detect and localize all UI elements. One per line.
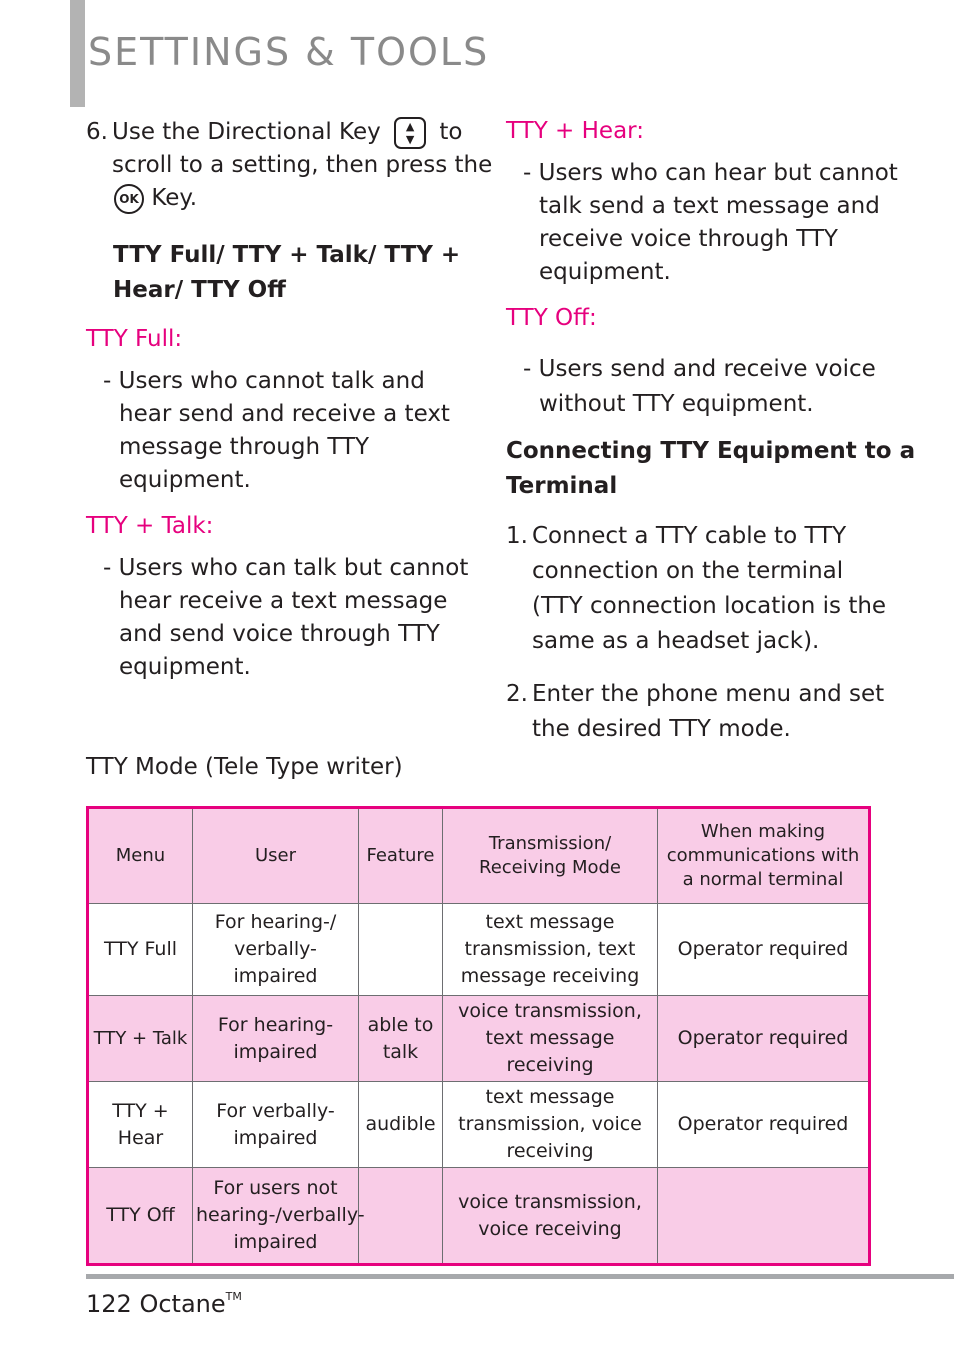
table-row [88, 1082, 870, 1168]
cell-mode: text message transmission, voice receiving [443, 1082, 658, 1168]
connecting-heading-line-2: Terminal [506, 473, 618, 499]
ok-key-icon: OK [114, 184, 144, 214]
footer [86, 1290, 242, 1318]
tty-full-heading: TTY Full: [86, 326, 183, 352]
tty-options [113, 238, 460, 308]
tty-hear-description [523, 157, 898, 289]
cell-terminal: Operator required [658, 996, 870, 1082]
cell-menu: TTY + Talk [88, 996, 193, 1082]
tty-off-line-1: - Users send and receive voice [523, 356, 876, 382]
header-normal-terminal: When making communications with a normal terminal [658, 808, 870, 904]
tty-talk-line-3: and send voice through TTY [119, 621, 440, 647]
cell-mode: text message transmission, text message receiving [443, 904, 658, 996]
cell-user: For verbally-impaired [193, 1082, 359, 1168]
tty-hear-line-4: equipment. [539, 259, 671, 285]
table-caption: TTY Mode (Tele Type writer) [86, 754, 403, 780]
header-menu: Menu [88, 808, 193, 904]
cell-terminal: Operator required [658, 904, 870, 996]
step-1-line-3: (TTY connection location is the [532, 593, 887, 619]
cell-mode: voice transmission, text message receiving [443, 996, 658, 1082]
tty-talk-line-2: hear receive a text message [119, 588, 448, 614]
step-2-line-2: the desired TTY mode. [532, 716, 791, 742]
step-2-number: 2. [506, 681, 528, 707]
cell-feature [359, 1168, 443, 1265]
tty-hear-line-2: talk send a text message and [539, 193, 880, 219]
tty-talk-line-4: equipment. [119, 654, 251, 680]
tty-talk-heading: TTY + Talk: [86, 513, 214, 539]
tty-mode-table [86, 806, 871, 1266]
header-user: User [193, 808, 359, 904]
page-title: SETTINGS & TOOLS [88, 30, 490, 74]
step-6-text-pre: Use the Directional Key [112, 119, 381, 145]
tty-options-line-1: TTY Full/ TTY + Talk/ TTY + [113, 242, 461, 268]
cell-terminal: Operator required [658, 1082, 870, 1168]
tty-full-line-3: message through TTY [119, 434, 370, 460]
step-1-line-1: Connect a TTY cable to TTY [532, 523, 847, 549]
cell-terminal [658, 1168, 870, 1265]
cell-feature: audible [359, 1082, 443, 1168]
step-6 [86, 116, 493, 215]
step-6-line-2: scroll to a setting, then press the [112, 152, 493, 178]
cell-menu: TTY + Hear [88, 1082, 193, 1168]
tty-full-line-4: equipment. [119, 467, 251, 493]
footer-rule [86, 1274, 954, 1279]
step-1 [506, 519, 886, 659]
header-bar [70, 0, 85, 107]
page-number: 122 [86, 1290, 132, 1318]
cell-menu: TTY Full [88, 904, 193, 996]
cell-menu: TTY Off [88, 1168, 193, 1265]
trademark: TM [225, 1290, 242, 1303]
table-row [88, 996, 870, 1082]
tty-full-description [103, 365, 450, 497]
tty-full-line-1: - Users who cannot talk and [103, 368, 425, 394]
tty-hear-line-3: receive voice through TTY [539, 226, 838, 252]
table-header-row [88, 808, 870, 904]
tty-options-line-2: Hear/ TTY Off [113, 277, 286, 303]
header-feature: Feature [359, 808, 443, 904]
tty-talk-description [103, 552, 468, 684]
cell-mode: voice transmission, voice receiving [443, 1168, 658, 1265]
tty-full-line-2: hear send and receive a text [119, 401, 450, 427]
step-1-number: 1. [506, 523, 528, 549]
cell-user: For hearing-/ verbally-impaired [193, 904, 359, 996]
step-6-line-3: Key. [151, 185, 198, 211]
step-1-line-2: connection on the terminal [532, 558, 844, 584]
table-row [88, 1168, 870, 1265]
connecting-heading [506, 434, 915, 504]
step-6-number: 6. [86, 119, 108, 145]
step-2 [506, 677, 884, 747]
cell-user: For users not hearing-/verbally-impaired [193, 1168, 359, 1265]
step-2-line-1: Enter the phone menu and set [532, 681, 885, 707]
cell-user: For hearing-impaired [193, 996, 359, 1082]
up-down-arrow-key-icon: ▲ ▼ [394, 117, 426, 149]
step-1-line-4: same as a headset jack). [532, 628, 820, 654]
product-name: Octane [139, 1290, 226, 1318]
header-transmission-mode: Transmission/ Receiving Mode [443, 808, 658, 904]
step-6-text-post: to [439, 119, 463, 145]
tty-off-heading: TTY Off: [506, 305, 597, 331]
table-row [88, 904, 870, 996]
connecting-heading-line-1: Connecting TTY Equipment to a [506, 438, 916, 464]
tty-off-line-2: without TTY equipment. [539, 391, 814, 417]
tty-off-description [523, 352, 876, 422]
cell-feature: able to talk [359, 996, 443, 1082]
tty-hear-line-1: - Users who can hear but cannot [523, 160, 898, 186]
tty-talk-line-1: - Users who can talk but cannot [103, 555, 469, 581]
cell-feature [359, 904, 443, 996]
tty-hear-heading: TTY + Hear: [506, 118, 644, 144]
